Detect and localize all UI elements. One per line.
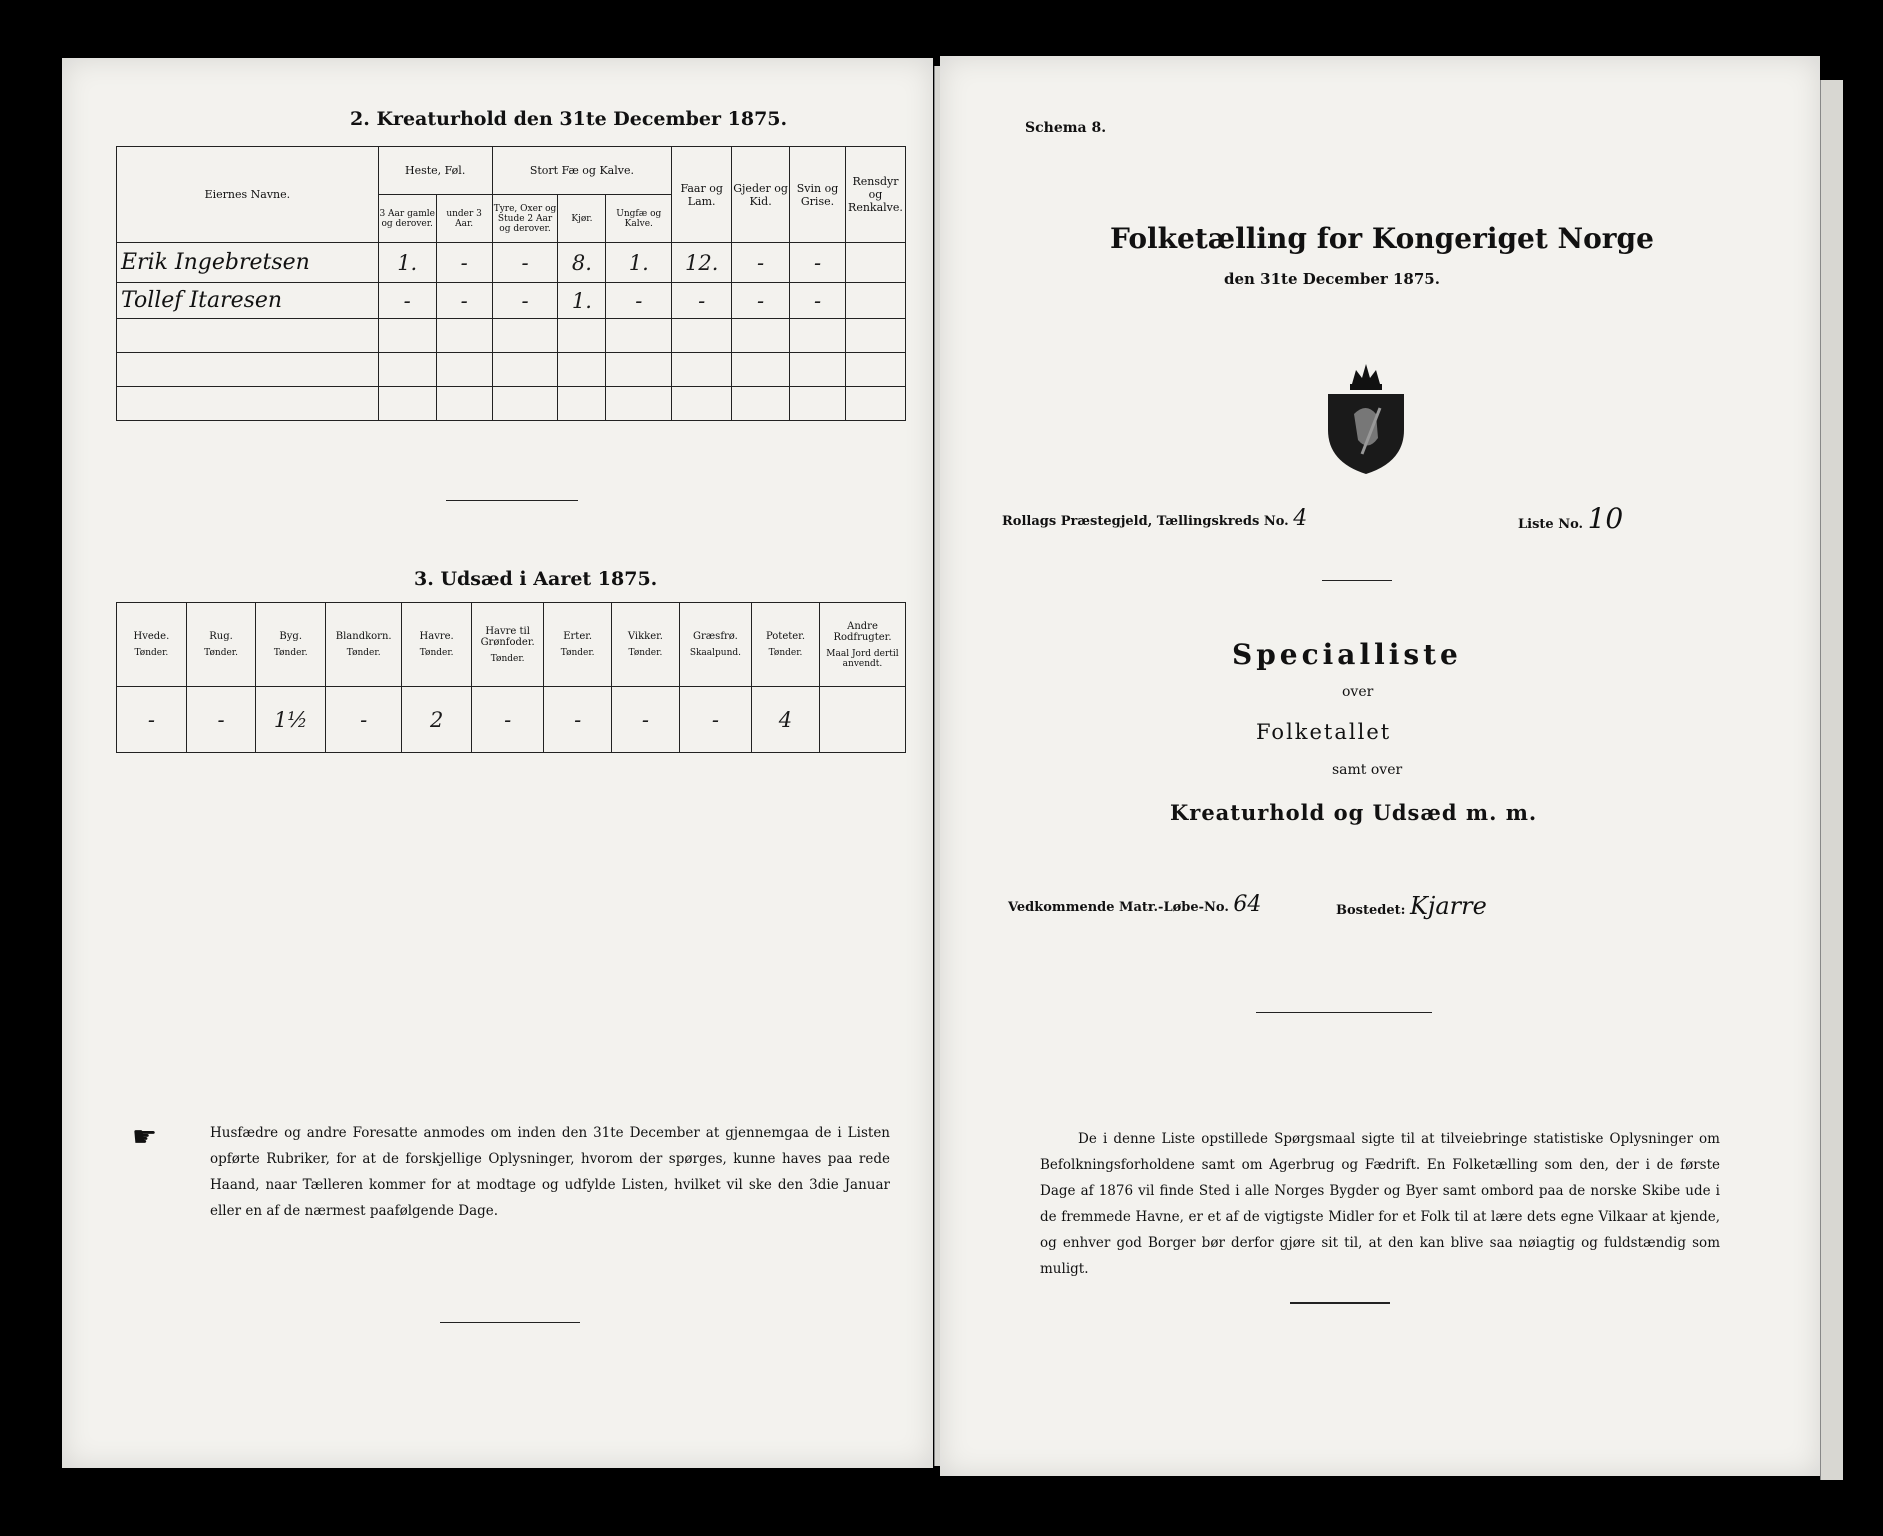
sowing-value: - (471, 687, 543, 753)
sowing-header-name: Rug. (209, 631, 233, 642)
section2-title: 2. Kreaturhold den 31te December 1875. (350, 108, 788, 130)
header-horses: Heste, Føl. (378, 147, 492, 195)
cell: 12. (672, 243, 732, 283)
table-row (117, 283, 906, 319)
header-cattle-c: Ungfæ og Kalve. (606, 195, 672, 243)
cell (732, 353, 790, 387)
cell (378, 319, 436, 353)
district-label: Tællingskreds No. (1156, 514, 1289, 529)
owner-name: Tollef Itaresen (117, 283, 379, 319)
matr-label: Vedkommende Matr.-Løbe-No. (1008, 900, 1229, 915)
cell (378, 353, 436, 387)
divider (440, 1322, 580, 1323)
bosted-line (1336, 892, 1487, 920)
bosted-value: Kjarre (1409, 892, 1487, 920)
over-label: over (1342, 684, 1374, 700)
sowing-header-name: Græsfrø. (693, 631, 738, 642)
cell (558, 387, 606, 421)
samt-over-label: samt over (1332, 762, 1403, 778)
cell: - (790, 243, 846, 283)
sowing-value: - (679, 687, 751, 753)
header-owner: Eiernes Navne. (117, 147, 379, 243)
sowing-header (679, 603, 751, 687)
cell (436, 353, 492, 387)
cell: - (492, 243, 558, 283)
sowing-header-name: Byg. (279, 631, 302, 642)
sowing-header-unit: Tønder. (204, 648, 238, 658)
livestock-table (116, 146, 906, 421)
cell: - (790, 283, 846, 319)
sowing-header-unit: Maal Jord dertil anvendt. (826, 648, 899, 669)
schema-label: Schema 8. (1025, 120, 1107, 136)
cell (606, 387, 672, 421)
sowing-value: 4 (752, 687, 820, 753)
cell (672, 387, 732, 421)
cell (790, 387, 846, 421)
cell: 1. (606, 243, 672, 283)
sowing-header-unit: Tønder. (490, 653, 525, 664)
page-edge (1820, 80, 1843, 1480)
cell (845, 243, 905, 283)
cell (558, 353, 606, 387)
coat-of-arms-icon (1318, 358, 1414, 476)
cell (558, 319, 606, 353)
sowing-header-unit: Tønder. (273, 648, 308, 658)
parish-line (1002, 506, 1307, 531)
header-cattle: Stort Fæ og Kalve. (492, 147, 672, 195)
cell (492, 353, 558, 387)
sowing-header-unit: Skaalpund. (689, 648, 742, 658)
list-line (1518, 502, 1623, 535)
cell (492, 387, 558, 421)
sowing-header-name: Andre Rodfrugter. (833, 620, 892, 643)
sowing-header (117, 603, 187, 687)
cell: - (732, 283, 790, 319)
sowing-table (116, 602, 906, 753)
cell (606, 319, 672, 353)
cell (845, 283, 905, 319)
header-reindeer: Rensdyr og Renkalve. (845, 147, 905, 243)
cell (672, 319, 732, 353)
header-horses-a: 3 Aar gamle og derover. (378, 195, 436, 243)
sowing-header-name: Blandkorn. (335, 631, 392, 642)
cell: - (672, 283, 732, 319)
sowing-header-unit: Tønder. (346, 648, 381, 658)
table-row (117, 319, 906, 353)
divider (1256, 1012, 1432, 1013)
sowing-header (326, 603, 402, 687)
cell (845, 353, 905, 387)
cell (436, 319, 492, 353)
folketallet-heading: Folketallet (1256, 720, 1392, 744)
cell (492, 319, 558, 353)
owner-name: Erik Ingebretsen (117, 243, 379, 283)
explanatory-paragraph: De i denne Liste opstillede Spørgsmaal sigte til at tilveiebringe statistiske Oplysninger om Befolkningsforholdene samt om Agerbrug og Fædrift. En Folketælling som den, der i de første Dage af 1876 vil finde Sted i alle Norges Bygder og Byer samt ombord paa de norske Skibe ude i de fremmede Havne, er et af de vigtigste Midler for et Folk til at lære dets egne Vilkaar at kjende, og enhver god Borger bør derfor gjøre sit til, at den kan blive saa nøiagtig og fuldstændig som muligt. (1040, 1131, 1720, 1277)
divider (446, 500, 578, 501)
sowing-header-unit: Tønder. (628, 648, 663, 658)
header-pigs: Svin og Grise. (790, 147, 846, 243)
sowing-header (752, 603, 820, 687)
sowing-header-name: Vikker. (627, 631, 663, 642)
cell: - (436, 243, 492, 283)
specialliste-heading: Specialliste (1232, 638, 1462, 671)
sowing-header (186, 603, 256, 687)
cell (790, 353, 846, 387)
sowing-header (471, 603, 543, 687)
kreaturhold-heading: Kreaturhold og Udsæd m. m. (1170, 800, 1538, 825)
list-label: Liste No. (1518, 517, 1584, 532)
sowing-header-name: Hvede. (133, 631, 170, 642)
sowing-value: 1½ (256, 687, 326, 753)
cell (845, 387, 905, 421)
cell: 8. (558, 243, 606, 283)
cell: 1. (378, 243, 436, 283)
table-row (117, 353, 906, 387)
header-cattle-a: Tyre, Oxer og Stude 2 Aar og derover. (492, 195, 558, 243)
section3-title: 3. Udsæd i Aaret 1875. (414, 568, 658, 590)
header-horses-b: under 3 Aar. (436, 195, 492, 243)
sowing-header (819, 603, 905, 687)
matr-value: 64 (1233, 892, 1262, 917)
cell (790, 319, 846, 353)
divider (1290, 1302, 1390, 1304)
owner-name (117, 387, 379, 421)
district-value: 4 (1293, 506, 1308, 531)
cell (732, 387, 790, 421)
cell: - (732, 243, 790, 283)
sowing-header-name: Havre til Grønfoder. (480, 625, 535, 648)
sowing-value: 2 (402, 687, 472, 753)
matr-line (1008, 892, 1261, 917)
header-cattle-b: Kjør. (558, 195, 606, 243)
cell (672, 353, 732, 387)
sowing-header-unit: Tønder. (560, 648, 595, 658)
sowing-header (402, 603, 472, 687)
sowing-header-name: Erter. (563, 631, 593, 642)
sowing-value: - (326, 687, 402, 753)
cell (378, 387, 436, 421)
sowing-value (819, 687, 905, 753)
sowing-header (544, 603, 612, 687)
pointing-hand-icon: ☛ (132, 1120, 158, 1153)
owner-name (117, 353, 379, 387)
sowing-value: - (117, 687, 187, 753)
cell: - (492, 283, 558, 319)
cell (436, 387, 492, 421)
census-date: den 31te December 1875. (1224, 270, 1440, 288)
cell: - (378, 283, 436, 319)
sowing-header (256, 603, 326, 687)
cell: - (436, 283, 492, 319)
sowing-header (612, 603, 680, 687)
cell: - (606, 283, 672, 319)
parish-label: Rollags Præstegjeld, (1002, 514, 1153, 529)
header-goats: Gjeder og Kid. (732, 147, 790, 243)
cell (606, 353, 672, 387)
table-row (117, 243, 906, 283)
bosted-label: Bostedet: (1336, 903, 1406, 918)
sowing-value: - (544, 687, 612, 753)
sowing-value: - (612, 687, 680, 753)
divider (1322, 580, 1392, 581)
cell: 1. (558, 283, 606, 319)
table-row (117, 387, 906, 421)
cell (732, 319, 790, 353)
sowing-header-unit: Tønder. (419, 648, 454, 658)
cell (845, 319, 905, 353)
notice-text: Husfædre og andre Foresatte anmodes om inden den 31te December at gjennemgaa de i Listen opførte Rubriker, for at de forskjellige Oplysninger, hvorom der spørges, kunne haves paa rede Haand, naar Tælleren kommer for at modtage og udfylde Listen, hvilket vil ske den 3die Januar eller en af de nærmest paafølgende Dage. (210, 1125, 890, 1219)
sowing-header-name: Poteter. (765, 631, 806, 642)
header-sheep: Faar og Lam. (672, 147, 732, 243)
sowing-header-unit: Tønder. (134, 648, 169, 658)
sowing-value: - (186, 687, 256, 753)
owner-name (117, 319, 379, 353)
list-value: 10 (1587, 502, 1624, 535)
page-title: Folketælling for Kongeriget Norge (1110, 222, 1654, 255)
sowing-header-unit: Tønder. (768, 648, 803, 658)
sowing-header-name: Havre. (419, 631, 454, 642)
